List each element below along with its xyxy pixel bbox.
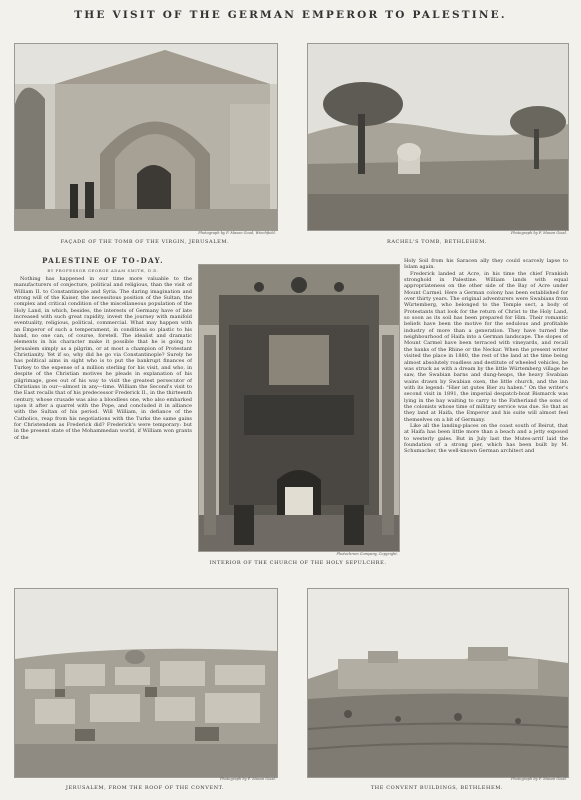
article-right-paragraph-2: Frederick landed at Acre, in his time the chief Frankish stronghold in Palestine. William lands with equal appropriateness on the other side of the Bay of Acre under Mount Carmel. Here a German colony has been established for over thirty years. The original adventurers were Swabians from Würtemberg, who belonged to the Temple sect, a body of Protestants that look for the return of Christ to the Holy Land, so soon as its soil has been prepared for Him. Their romantic beliefs have been the motive for the sedulous and profitable industry of more than a generation. They have turned the neighbourhood of Haifa into a German landscape. The slopes of Mount Carmel have been terraced with vineyards, and recall the banks of the Rhine or the Neckar. When the present writer visited the place in 1880, the rest of the land at the time being almost absolutely roadless and destitute of wheeled vehicles, he was struck as with a dream by the little Würtemberg village he saw, the Swabian barns and dung-heaps, the heavy Swabian wains drawn by Swabian oxen, the little church, and the inn with its legend: "Hier ist gutes Bier zu haben." On the writer's second visit in 1891, the imperial despatch-boat Bismarck was lying in the bay waiting to carry to the Fatherland the sons of the colonists whose time of military service was due. So that as they land at Haifa, the Emperor and his suite will almost feel themselves on a bit of Germany. — [404, 270, 568, 423]
article-right-paragraph-3: Like all the landing-places on the coast south of Beirut, that at Haifa has been little more than a beach and a jetty exposed to westerly gales. But in July last the Mutes-arrif laid the foundation of a strong pier, which has been built by M. Schumacher, the well-known German architect and — [404, 422, 568, 455]
article-left-paragraph: Nothing has happened in our time more valuable to the manufacturers of conjecture, political and religious, than the visit of William II. to Constantinople and Syria. The daring imagination and strong will of the Kaiser, the necessitous position of the Sultan, the complex and critical condition of the miscellaneous population of the Holy Land, in which, besides, the interests of Germany have of late increased with such great rapidity, invest the journey with manifold eventuality, religious, political, commercial. What may happen with an Emperor of such a temperament, in conditions so plastic to his hand, no one can, of course, foretell. The idealist and dramatic elements in his character make it possible that he is going to Jerusalem simply as a pilgrim, or at most a champion of Protestant Christianity. Yet if so, why did he go via Constantinople? Surely he has political aims in sight who is to put the bankrupt finances of Turkey to the expense of a million sterling for his visit, and who, in despite of the Christian motives he pleads in explanation of his pilgrimage, goes out of his way to visit the greatest persecutor of Christians in our—almost in any—time. William the Second's visit to the East recalls that of his predecessor Frederick II., in the thirteenth century, whose crusade was also a bloodless one, who also embarked upon it after a quarrel with the Pope, and concluded it in alliance with the Sultan of his period. Will William, in defiance of the Catholics, reap from his negotiations with the Turks the same gains for Christendom as Frederick did? Frederick's were temporary: but in the present state of the Mohammedan world, if William won grants of the — [14, 276, 192, 441]
photo-holy-sepulchre — [198, 264, 400, 552]
photo-credit-tomb: Photograph by F. Mason Good, Winchfield. — [198, 231, 276, 235]
photo-credit-jerusalem: Photograph by F. Mason Good. — [219, 777, 276, 781]
photo-tomb-of-virgin — [14, 43, 278, 231]
photo-caption-rachel: RACHEL'S TOMB, BETHLEHEM. — [386, 239, 488, 245]
photo-caption-convent: THE CONVENT BUILDINGS, BETHLEHEM. — [370, 785, 504, 791]
photo-jerusalem — [14, 588, 278, 778]
page-title: THE VISIT OF THE GERMAN EMPEROR TO PALESTINE. — [74, 9, 507, 21]
photo-caption-tomb: FAÇADE OF THE TOMB OF THE VIRGIN, JERUSALEM. — [60, 239, 230, 245]
photo-rachels-tomb — [307, 43, 569, 231]
photo-credit-sepulchre: Photochrom Company, Copyright. — [336, 552, 398, 556]
article-title: PALESTINE OF TO-DAY. — [42, 256, 164, 265]
photo-credit-convent: Photograph by F. Mason Good. — [510, 777, 567, 781]
article-byline: BY PROFESSOR GEORGE ADAM SMITH, D.D. — [47, 268, 159, 273]
photo-caption-sepulchre: INTERIOR OF THE CHURCH OF THE HOLY SEPULCHRE. — [209, 560, 387, 566]
photo-convent-bethlehem — [307, 588, 569, 778]
article-left-column — [14, 276, 192, 576]
photo-credit-rachel: Photograph by F. Mason Good. — [510, 231, 567, 235]
article-right-column — [404, 258, 568, 576]
article-right-paragraph-1: Holy Soil from his Saracen ally they could scarcely lapse to Islam again. — [404, 258, 568, 271]
photo-caption-jerusalem: JERUSALEM, FROM THE ROOF OF THE CONVENT. — [65, 785, 225, 791]
